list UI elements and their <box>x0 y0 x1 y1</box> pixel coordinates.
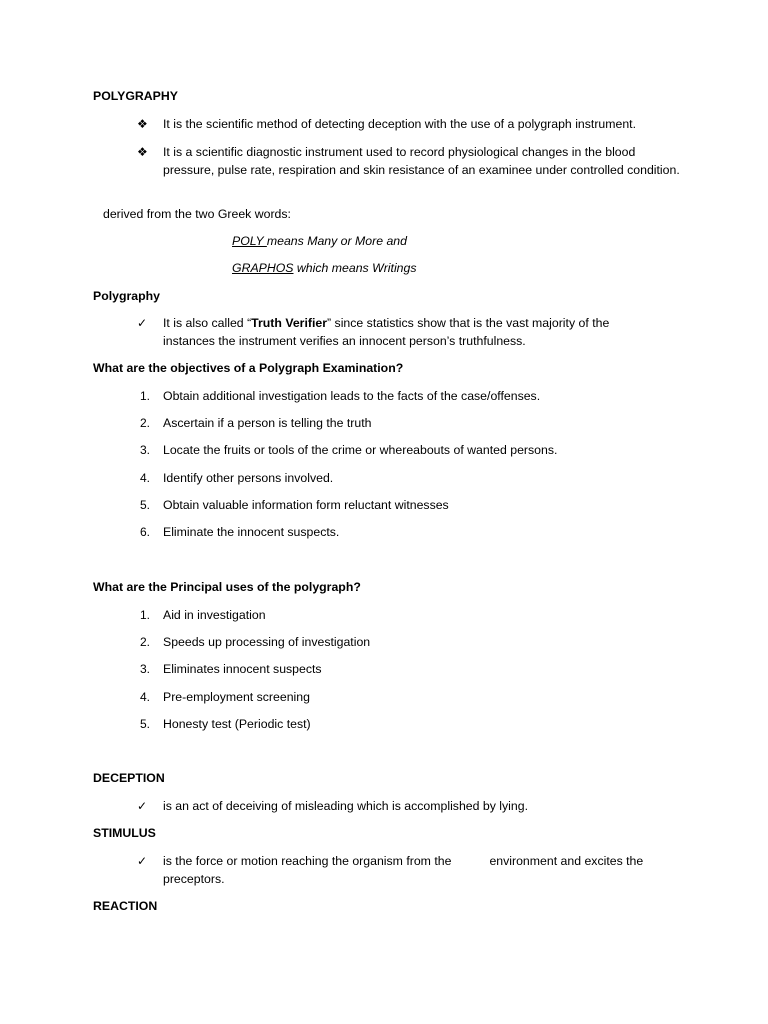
use-text: Pre-employment screening <box>163 690 310 704</box>
polygraphy-heading: POLYGRAPHY <box>93 89 178 103</box>
list-number: 5. <box>140 498 151 512</box>
list-number: 2. <box>140 416 151 430</box>
use-item <box>137 688 697 706</box>
reaction-heading: REACTION <box>93 899 158 913</box>
objective-text: Locate the fruits or tools of the crime or whereabouts of wanted persons. <box>163 443 558 457</box>
truth-pre: It is also called “ <box>163 316 252 330</box>
objective-item <box>137 441 697 459</box>
objective-item <box>137 496 697 514</box>
use-text: Aid in investigation <box>163 608 266 622</box>
definition-text: It is the scientific method of detecting deception with the use of a polygraph instrument. <box>163 117 637 131</box>
objective-text: Ascertain if a person is telling the truth <box>163 416 372 430</box>
check-bullet-icon: ✓ <box>137 854 148 868</box>
list-number: 1. <box>140 608 151 622</box>
graphos-meaning <box>232 259 417 277</box>
definition-item <box>137 143 682 179</box>
use-text: Speeds up processing of investigation <box>163 635 371 649</box>
deception-heading: DECEPTION <box>93 771 165 785</box>
objective-text: Identify other persons involved. <box>163 471 334 485</box>
deception-item <box>137 797 697 815</box>
list-number: 3. <box>140 662 151 676</box>
poly-word: POLY <box>232 234 267 248</box>
list-number: 3. <box>140 443 151 457</box>
objective-item <box>137 523 697 541</box>
objective-item <box>137 387 697 405</box>
use-item <box>137 660 697 678</box>
use-item <box>137 633 697 651</box>
poly-meaning <box>232 232 407 250</box>
list-number: 5. <box>140 717 151 731</box>
objectives-heading: What are the objectives of a Polygraph Examination? <box>93 361 404 375</box>
diamond-bullet-icon: ❖ <box>137 145 148 159</box>
list-number: 4. <box>140 471 151 485</box>
stimulus-text <box>163 852 667 888</box>
objective-text: Obtain valuable information form reluctant witnesses <box>163 498 449 512</box>
objective-text: Eliminate the innocent suspects. <box>163 525 340 539</box>
uses-heading: What are the Principal uses of the polygraph? <box>93 580 361 594</box>
graphos-word: GRAPHOS <box>232 261 294 275</box>
stimulus-heading: STIMULUS <box>93 826 156 840</box>
poly-meaning-text: means Many or More and <box>266 234 407 248</box>
truth-verifier-item <box>137 314 647 350</box>
check-bullet-icon: ✓ <box>137 799 148 813</box>
use-text: Honesty test (Periodic test) <box>163 717 311 731</box>
graphos-meaning-text: which means Writings <box>293 261 417 275</box>
list-number: 1. <box>140 389 151 403</box>
check-bullet-icon: ✓ <box>137 316 148 330</box>
list-number: 2. <box>140 635 151 649</box>
definition-text: It is a scientific diagnostic instrument used to record physiological changes in the blood pressure, pulse rate, respiration and skin resistance of an examinee under controlled condition. <box>163 145 680 177</box>
list-number: 4. <box>140 690 151 704</box>
stimulus-text-b: environment and excites the preceptors. <box>163 854 644 886</box>
deception-text: is an act of deceiving of misleading which is accomplished by lying. <box>163 799 528 813</box>
objective-item <box>137 469 697 487</box>
objective-item <box>137 414 697 432</box>
truth-post: ” since statistics show that is the vast majority of the instances the instrument verifies an innocent person’s truthfulness. <box>163 316 610 348</box>
derived-text: derived from the two Greek words: <box>103 207 291 221</box>
definition-item <box>137 115 697 133</box>
objective-text: Obtain additional investigation leads to the facts of the case/offenses. <box>163 389 541 403</box>
diamond-bullet-icon: ❖ <box>137 117 148 131</box>
truth-verifier-term: Truth Verifier <box>251 316 328 330</box>
use-item <box>137 606 697 624</box>
truth-verifier-text <box>163 314 647 350</box>
list-number: 6. <box>140 525 151 539</box>
stimulus-item <box>137 852 667 888</box>
use-text: Eliminates innocent suspects <box>163 662 322 676</box>
use-item <box>137 715 697 733</box>
stimulus-text-a: is the force or motion reaching the organism from the <box>163 854 452 868</box>
polygraphy-subheading: Polygraphy <box>93 289 160 303</box>
